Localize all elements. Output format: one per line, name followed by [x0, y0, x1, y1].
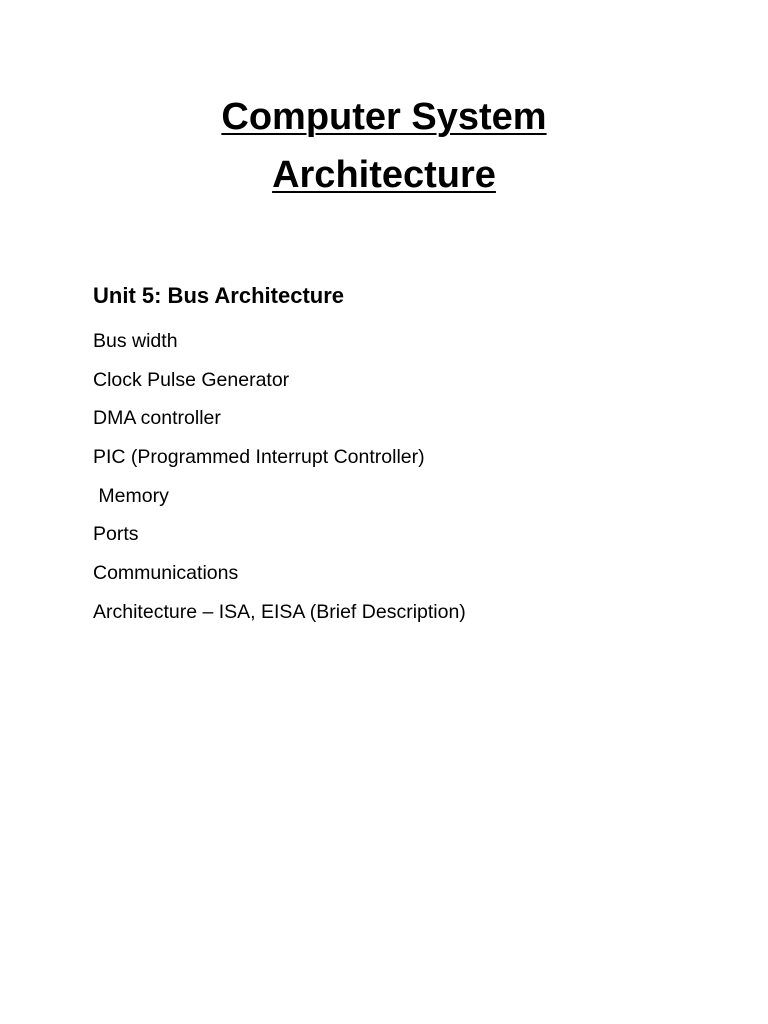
topic-item-communications: Communications — [93, 562, 239, 585]
topic-item-bus-width: Bus width — [93, 330, 178, 352]
document-title-line-1: Computer System — [221, 96, 547, 138]
topic-item-pic: PIC (Programmed Interrupt Controller) — [93, 446, 425, 469]
topic-item-architecture: Architecture – ISA, EISA (Brief Description) — [93, 600, 466, 623]
topic-item-memory: Memory — [93, 484, 169, 507]
topic-item-clock-pulse-generator: Clock Pulse Generator — [93, 368, 290, 391]
topic-item-dma-controller: DMA controller — [93, 407, 221, 430]
topic-item-ports: Ports — [93, 523, 139, 546]
document-title-line-2: Architecture — [272, 154, 496, 196]
unit-heading: Unit 5: Bus Architecture — [93, 283, 345, 308]
topic-list — [93, 322, 466, 632]
